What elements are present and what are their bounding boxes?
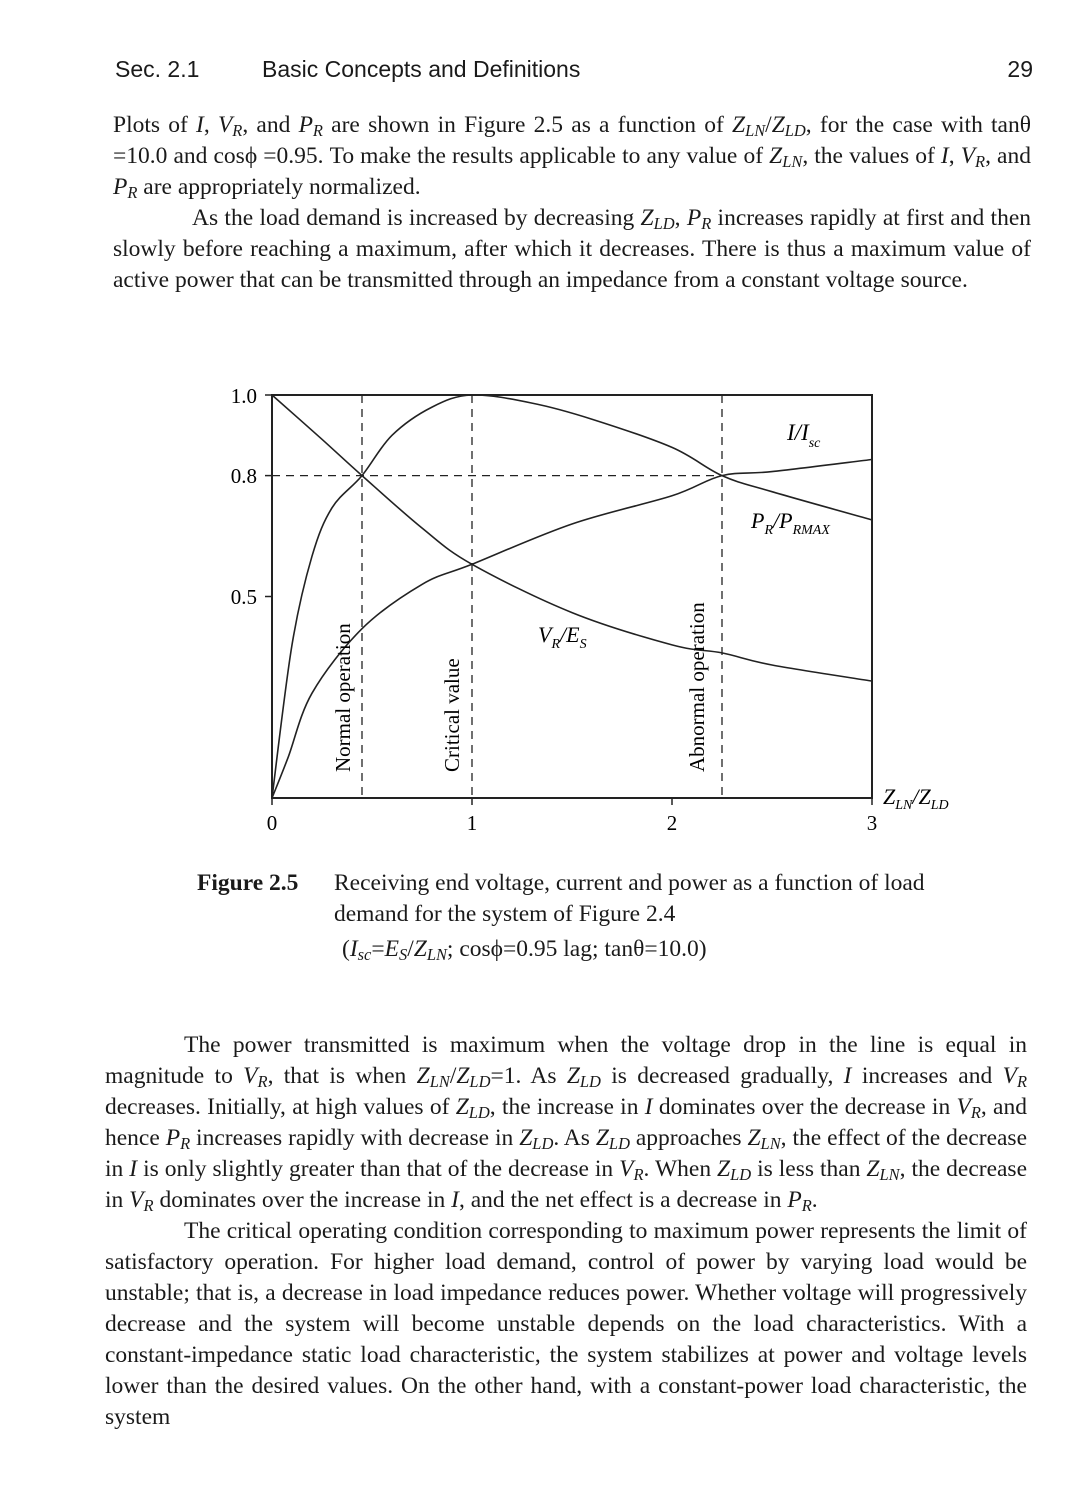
chart-labels — [231, 384, 949, 835]
x-tick-label-0: 0 — [266, 811, 278, 835]
x-tick-label-1: 1 — [466, 811, 478, 835]
y-tick-label-0.5: 0.5 — [230, 585, 257, 609]
body-paragraphs — [105, 1030, 1027, 1433]
running-header — [115, 52, 1033, 86]
paragraph-3: The power transmitted is maximum when the voltage drop in the line is equal in magnitude to $V_R$, that is when $Z_{LN}/Z_{LD}=1$. As $Z_{LD}$ is decreased gradually, I increases and $V_R$ decreases. Initially, at high values of $Z_{LD}$, the increase in I dominates over the decrease in $V_R$, and hence $P_R$ increases rapidly with decrease in $Z_{LD}$. As $Z_{LD}$ approaches $Z_{LN}$, the effect of the decrease in I is only slightly greater than that of the decrease in $V_R$. When $Z_{LD}$ is less than $Z_{LN}$, the decrease in $V_R$ dominates over the increase in I, and the net effect is a decrease in $P_R$. — [105, 1032, 1028, 1216]
caption-text: Receiving end voltage, current and power as a function of load demand for the system of Figure 2.4 — [334, 870, 925, 927]
guide-label-normal: Normal operation — [331, 623, 355, 772]
page-number: 29 — [1007, 56, 1033, 82]
paragraph-1: Plots of I, $V_R$, and $P_R$ are shown in Figure 2.5 as a function of $Z_{LN}/Z_{LD}$, for the case with tanθ =10.0 and cosϕ =0.95. To make the results applicable to any value of $Z_{LN}$, the values of I, $V_R$, and $P_R$ are appropriately normalized. — [113, 112, 1031, 203]
y-tick-label-1.0: 1.0 — [230, 384, 257, 408]
guide-label-critical: Critical value — [440, 658, 464, 772]
intro-paragraphs — [113, 110, 1031, 296]
paragraph-2: As the load demand is increased by decreasing $Z_{LD}$, $P_R$ increases rapidly at first and then slowly before reaching a maximum, after which it decreases. There is thus a maximum value of active power that can be transmitted through an impedance from a constant voltage source. — [113, 205, 1031, 293]
x-tick-label-3: 3 — [866, 811, 878, 835]
paragraph-4: The critical operating condition corresponding to maximum power represents the limit of satisfactory operation. For higher load demand, control of power by varying load would be unstable; that is, a decrease in load impedance reduces power. Whether voltage will progressively decrease and the system will become unstable depends on the load characteristics. With a constant-impedance static load characteristic, the system stabilizes at power and voltage levels lower than the desired values. On the other hand, with a constant-power load characteristic, the system — [105, 1218, 1027, 1430]
section-number: Sec. 2.1 — [115, 56, 200, 82]
x-tick-label-2: 2 — [666, 811, 678, 835]
guide-label-abnormal: Abnormal operation — [685, 602, 709, 772]
figure-label: Figure 2.5 — [197, 870, 299, 896]
series-label-power: $P_R/P_{RMAX}$ — [751, 508, 830, 538]
x-axis-label: $Z_{LN}/Z_{LD}$ — [883, 784, 949, 813]
caption-parameters: ($I_{sc}=E_S/Z_{LN}$; cosϕ=0.95 lag; tanθ=10.0) — [342, 936, 707, 965]
figure-2-5-chart — [195, 370, 995, 840]
axis-ticks — [265, 395, 872, 805]
section-title: Basic Concepts and Definitions — [262, 56, 581, 82]
series-label-current: $I/I_{sc}$ — [787, 420, 821, 451]
y-tick-label-0.8: 0.8 — [230, 464, 257, 488]
series-label-voltage: $V_R/E_S$ — [538, 622, 587, 652]
